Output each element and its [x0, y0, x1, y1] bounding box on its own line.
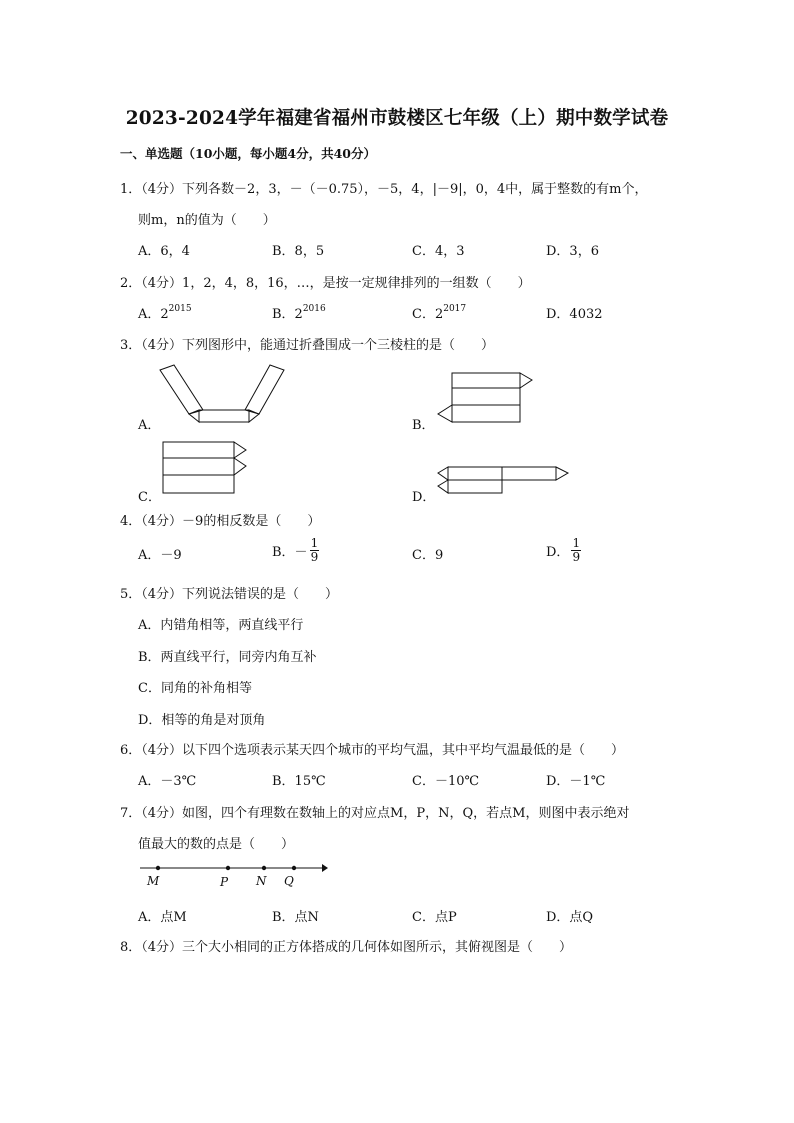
question-1-line-2: 则m，n的值为（ ） [138, 213, 276, 228]
q3-option-d: D． [412, 490, 436, 505]
question-1-line-1: 1．（4分）下列各数－2，3，－（－0.75），－5，4，|－9|，0，4中，属于整数的有m个， [120, 182, 648, 197]
q4-option-b: B．－ $\frac{1}{9}$ [272, 536, 319, 564]
q5-option-a: A．内错角相等，两直线平行 [138, 618, 304, 633]
point-m-label: M [147, 874, 160, 888]
point-n-dot [262, 866, 266, 870]
q1-option-a: A．6，4 [138, 244, 190, 259]
question-4-stem: 4．（4分）－9的相反数是（ ） [120, 514, 321, 529]
question-8-stem: 8．（4分）三个大小相同的正方体搭成的几何体如图所示，其俯视图是（ ） [120, 940, 573, 955]
q2-option-b: B．$2^{2016}$ [272, 303, 326, 322]
q3-option-b: B． [412, 418, 435, 433]
q1-option-d: D．3，6 [546, 244, 599, 259]
q7-option-a: A．点M [138, 910, 187, 925]
q3-option-c: C． [138, 490, 161, 505]
q3-figure-d [436, 465, 572, 497]
page-title: 2023-2024学年福建省福州市鼓楼区七年级（上）期中数学试卷 [125, 108, 669, 129]
q3-figure-c [162, 440, 252, 496]
q1-option-c: C．4，3 [412, 244, 465, 259]
question-2-stem: 2．（4分）1，2，4，8，16，…，是按一定规律排列的一组数（ ） [120, 276, 531, 291]
q7-number-line [138, 860, 328, 890]
point-q-label: Q [284, 874, 294, 888]
q7-option-d: D．点Q [546, 910, 594, 925]
q3-figure-b [436, 372, 536, 424]
q6-option-d: D．－1℃ [546, 774, 606, 789]
q1-option-b: B．8，5 [272, 244, 325, 259]
point-n-label: N [256, 874, 267, 888]
section-heading: 一、单选题（10小题，每小题4分，共40分） [120, 146, 376, 161]
q7-option-b: B．点N [272, 910, 319, 925]
fraction: $\frac{1}{9}$ [572, 536, 581, 564]
question-6-stem: 6．（4分）以下四个选项表示某天四个城市的平均气温，其中平均气温最低的是（ ） [120, 743, 625, 758]
q4-option-d: D． $\frac{1}{9}$ [546, 536, 581, 564]
q2-option-c: C．$2^{2017}$ [412, 303, 467, 322]
question-7-line-1: 7．（4分）如图，四个有理数在数轴上的对应点M，P，N，Q，若点M，则图中表示绝对 [120, 806, 630, 821]
q5-option-b: B．两直线平行，同旁内角互补 [138, 650, 317, 665]
point-p-dot [226, 866, 230, 870]
q4-option-a: A．－9 [138, 548, 182, 563]
point-q-dot [292, 866, 296, 870]
axis-arrow [322, 864, 328, 872]
q4-option-c: C．9 [412, 548, 444, 563]
q3-option-a: A． [138, 418, 161, 433]
q3-figure-a [158, 365, 288, 427]
q2-option-d: D．4032 [546, 307, 603, 322]
q5-option-d: D．相等的角是对顶角 [138, 713, 266, 728]
q6-option-c: C．－10℃ [412, 774, 480, 789]
question-3-stem: 3．（4分）下列图形中，能通过折叠围成一个三棱柱的是（ ） [120, 338, 495, 353]
q7-option-c: C．点P [412, 910, 457, 925]
question-7-line-2: 值最大的数的点是（ ） [138, 837, 295, 852]
point-p-label: P [220, 875, 229, 889]
q6-option-b: B．15℃ [272, 774, 326, 789]
fraction: $\frac{1}{9}$ [310, 536, 319, 564]
q2-option-a: A．$2^{2015}$ [138, 303, 192, 322]
q6-option-a: A．－3℃ [138, 774, 197, 789]
q5-option-c: C．同角的补角相等 [138, 681, 252, 696]
point-m-dot [156, 866, 160, 870]
question-5-stem: 5．（4分）下列说法错误的是（ ） [120, 587, 339, 602]
